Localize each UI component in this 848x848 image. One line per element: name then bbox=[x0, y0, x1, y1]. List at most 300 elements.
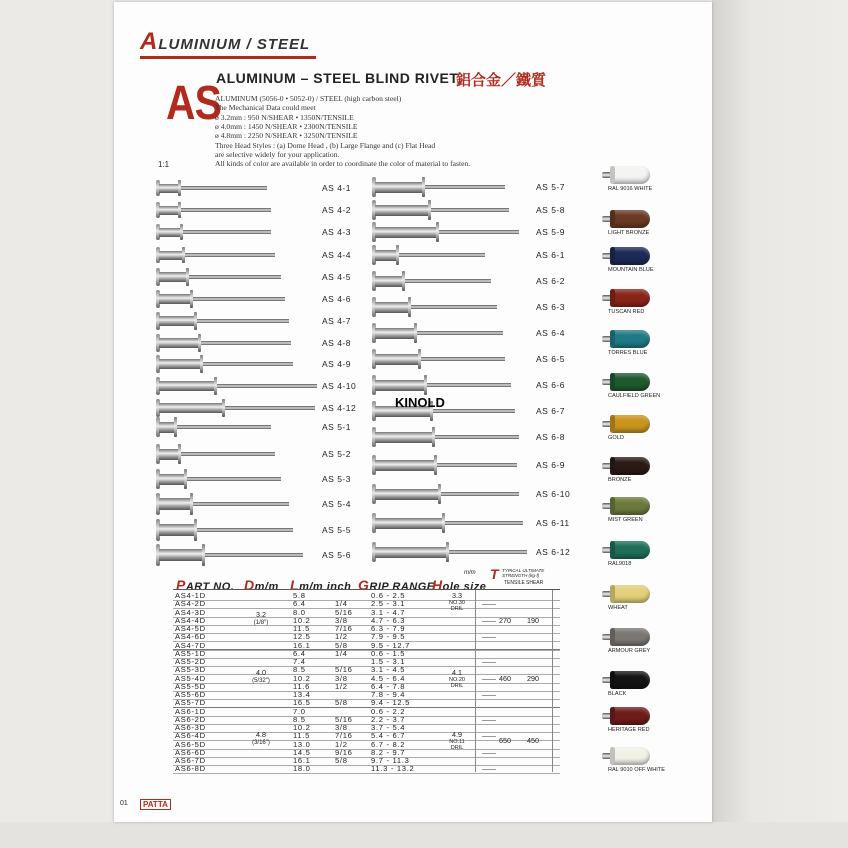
rivet-mandrel bbox=[433, 409, 515, 413]
table-row bbox=[173, 600, 560, 608]
hole-dash bbox=[482, 769, 496, 770]
grip-range: 9.7 - 11.3 bbox=[371, 756, 410, 765]
rivet-mandrel bbox=[399, 253, 485, 257]
swatch-cap bbox=[610, 166, 650, 184]
spec-line: Three Head Styles : (a) Dome Head , (b) Large Flange and (c) Flat Head bbox=[215, 140, 436, 150]
color-swatch bbox=[602, 747, 652, 765]
rivet-mandrel bbox=[431, 208, 509, 212]
rivet-label: AS 5-2 bbox=[322, 449, 351, 459]
header-length: Lm/m inch bbox=[290, 577, 352, 593]
table-divider bbox=[475, 590, 476, 772]
grip-range: 9.5 - 12.7 bbox=[371, 640, 411, 650]
background-bottom bbox=[0, 822, 848, 848]
diameter-mm: 4.0 bbox=[256, 667, 266, 677]
part-no: AS4-6D bbox=[175, 632, 206, 642]
grip-range: 3.1 - 4.5 bbox=[371, 665, 406, 675]
rivet-label: AS 6-8 bbox=[536, 432, 565, 442]
length-inch: 7/16 bbox=[335, 731, 353, 741]
rivet-mandrel bbox=[181, 186, 267, 190]
spec-line: ø 4.8mm : 2250 N/SHEAR • 3250N/TENSILE bbox=[215, 131, 358, 141]
rivet-body bbox=[159, 338, 201, 348]
group-shear: 290 bbox=[527, 673, 539, 683]
color-swatch bbox=[602, 289, 652, 307]
drill-size: NO.11 DRIL bbox=[449, 738, 465, 751]
table-row bbox=[173, 757, 560, 765]
rivet-body bbox=[159, 498, 193, 510]
drill-size: NO.20 DRIL bbox=[449, 676, 465, 689]
swatch-cap bbox=[610, 457, 650, 475]
rivet-label: AS 6-6 bbox=[536, 380, 565, 390]
row-rule bbox=[173, 773, 560, 774]
rivet-left-0 bbox=[156, 180, 264, 196]
color-label: ARMOUR GREY bbox=[608, 648, 651, 654]
length-mm: 6.4 bbox=[293, 648, 306, 658]
rivet-label: AS 6-1 bbox=[536, 250, 565, 260]
hole-dash bbox=[482, 736, 496, 737]
rivet-label: AS 5-1 bbox=[322, 422, 351, 432]
rivet-left-3 bbox=[156, 247, 272, 263]
table-row bbox=[173, 716, 560, 724]
rivet-body bbox=[159, 359, 203, 369]
length-mm: 5.8 bbox=[293, 591, 306, 600]
grip-range: 0.6 - 1.5 bbox=[371, 648, 406, 658]
rivet-body bbox=[375, 432, 435, 443]
rivet-body bbox=[159, 524, 197, 536]
swatch-cap bbox=[610, 373, 650, 391]
table-row bbox=[173, 633, 560, 641]
color-label: RAL9018 bbox=[608, 561, 632, 567]
header-strength-initial: T bbox=[490, 566, 499, 582]
diameter-mm: 4.8 bbox=[256, 729, 266, 739]
rivet-mandrel bbox=[437, 463, 517, 467]
rivet-label: AS 6-7 bbox=[536, 406, 565, 416]
rivet-label: AS 5-5 bbox=[322, 525, 351, 535]
length-inch: 5/16 bbox=[335, 607, 353, 617]
hole-dash bbox=[482, 720, 496, 721]
length-mm: 16.5 bbox=[293, 698, 311, 708]
rivet-mandrel bbox=[203, 362, 293, 366]
rivet-body bbox=[375, 547, 449, 558]
rivet-right-12 bbox=[372, 484, 516, 504]
grip-range: 6.4 - 7.8 bbox=[371, 681, 406, 691]
length-mm: 11.5 bbox=[293, 731, 311, 741]
swatch-cap bbox=[610, 330, 650, 348]
grip-range: 1.5 - 3.1 bbox=[371, 657, 406, 666]
table-row bbox=[173, 683, 560, 691]
rivet-mandrel bbox=[197, 319, 289, 323]
swatch-cap bbox=[610, 497, 650, 515]
color-label: RAL 9016 WHITE bbox=[608, 186, 653, 192]
length-mm: 7.0 bbox=[293, 706, 306, 716]
rivet-label: AS 4-8 bbox=[322, 338, 351, 348]
part-no: AS5-7D bbox=[175, 698, 206, 708]
length-inch: 3/8 bbox=[335, 673, 348, 683]
rivet-label: AS 5-9 bbox=[536, 227, 565, 237]
rivet-body bbox=[159, 316, 197, 326]
rivet-label: AS 4-2 bbox=[322, 205, 351, 215]
rivet-body bbox=[159, 272, 189, 282]
swatch-cap bbox=[610, 671, 650, 689]
color-label: MOUNTAIN BLUE bbox=[608, 267, 654, 273]
rivet-body bbox=[375, 489, 441, 500]
swatch-cap bbox=[610, 210, 650, 228]
rivet-mandrel bbox=[217, 384, 317, 388]
rivet-label: AS 5-6 bbox=[322, 550, 351, 560]
header-part-no: PART NO. bbox=[176, 577, 235, 593]
rivet-left-11 bbox=[156, 417, 268, 437]
length-inch: 1/2 bbox=[335, 632, 348, 642]
grip-range: 0.6 - 2.2 bbox=[371, 706, 406, 716]
rivet-left-10 bbox=[156, 399, 312, 417]
length-mm: 8.5 bbox=[293, 665, 306, 675]
swatch-cap bbox=[610, 541, 650, 559]
rivet-mandrel bbox=[425, 185, 505, 189]
color-label: RAL 9010 OFF WHITE bbox=[608, 767, 665, 773]
length-inch: 5/16 bbox=[335, 714, 353, 724]
rivet-right-8 bbox=[372, 375, 508, 395]
rivet-label: AS 4-4 bbox=[322, 250, 351, 260]
color-label: CAULFIELD GREEN bbox=[608, 393, 661, 399]
color-swatch bbox=[602, 585, 652, 603]
rivet-body bbox=[375, 227, 439, 238]
color-swatch bbox=[602, 628, 652, 646]
spec-line: ø 3.2mm : 950 N/SHEAR • 1350N/TENSILE bbox=[215, 112, 354, 122]
length-mm: 13.4 bbox=[293, 690, 311, 699]
length-mm: 16.1 bbox=[293, 640, 311, 650]
rivet-body bbox=[159, 294, 193, 304]
spec-line: ø 4.0mm : 1450 N/SHEAR • 2300N/TENSILE bbox=[215, 121, 358, 131]
length-mm: 10.2 bbox=[293, 615, 311, 625]
color-label: GOLD bbox=[608, 435, 624, 441]
spec-line: The Mechanical Data could meet bbox=[215, 103, 316, 113]
grip-range: 9.4 - 12.5 bbox=[371, 698, 411, 708]
grip-range: 4.7 - 6.3 bbox=[371, 615, 406, 625]
rivet-label: AS 6-2 bbox=[536, 276, 565, 286]
part-no: AS5-5D bbox=[175, 681, 206, 691]
rivet-body bbox=[375, 276, 405, 287]
rivet-body bbox=[375, 518, 445, 529]
hole-dash bbox=[482, 637, 496, 638]
table-row bbox=[173, 691, 560, 699]
part-no: AS6-6D bbox=[175, 747, 206, 757]
rivet-mandrel bbox=[405, 279, 491, 283]
rivet-label: AS 4-10 bbox=[322, 381, 357, 391]
rivet-label: AS 6-4 bbox=[536, 328, 565, 338]
rivet-right-0 bbox=[372, 177, 502, 197]
diameter-inch: (1/8") bbox=[253, 619, 269, 626]
rivet-mandrel bbox=[197, 528, 293, 532]
part-no: AS5-6D bbox=[175, 690, 206, 699]
page-number: 01 bbox=[120, 800, 128, 807]
color-label: TUSCAN RED bbox=[608, 309, 645, 315]
part-no: AS4-1D bbox=[175, 591, 206, 600]
part-no: AS5-1D bbox=[175, 648, 206, 658]
part-no: AS5-4D bbox=[175, 673, 206, 683]
diameter-mm: 3.2 bbox=[256, 609, 266, 619]
swatch-cap bbox=[610, 747, 650, 765]
table-row bbox=[173, 765, 560, 773]
brand-logo: PATTA bbox=[140, 799, 171, 810]
rivet-left-15 bbox=[156, 519, 290, 541]
hole-dash bbox=[482, 695, 496, 696]
group-hole bbox=[440, 669, 474, 689]
part-no: AS6-7D bbox=[175, 756, 206, 765]
product-code: AS bbox=[166, 77, 221, 130]
color-swatch bbox=[602, 671, 652, 689]
part-no: AS6-3D bbox=[175, 723, 206, 732]
table-row bbox=[173, 650, 560, 658]
rivet-label: AS 5-3 bbox=[322, 474, 351, 484]
rivet-right-10 bbox=[372, 427, 516, 447]
rivet-mandrel bbox=[187, 477, 281, 481]
hole-dash bbox=[482, 604, 496, 605]
table-row bbox=[173, 749, 560, 757]
group-diameter bbox=[248, 669, 274, 685]
length-inch: 5/8 bbox=[335, 698, 348, 708]
watermark: KINOLD bbox=[395, 395, 445, 410]
group-tensile: 460 bbox=[499, 673, 511, 683]
rivet-right-2 bbox=[372, 222, 516, 242]
length-inch: 1/2 bbox=[335, 681, 348, 691]
group-tensile: 270 bbox=[499, 615, 511, 625]
rivet-right-11 bbox=[372, 455, 514, 475]
rivet-body bbox=[159, 403, 225, 413]
product-title-cn: 鋁合金／鐵質 bbox=[456, 72, 547, 89]
rivet-left-9 bbox=[156, 377, 314, 395]
color-label: HERITAGE RED bbox=[608, 727, 650, 733]
rivet-mandrel bbox=[435, 435, 519, 439]
color-swatch bbox=[602, 707, 652, 725]
length-mm: 13.0 bbox=[293, 739, 311, 749]
length-mm: 14.5 bbox=[293, 747, 311, 757]
group-shear: 450 bbox=[527, 735, 539, 745]
rivet-label: AS 6-9 bbox=[536, 460, 565, 470]
swatch-cap bbox=[610, 289, 650, 307]
rivet-mandrel bbox=[439, 230, 519, 234]
rivet-label: AS 6-3 bbox=[536, 302, 565, 312]
part-no: AS4-2D bbox=[175, 599, 206, 609]
rivet-right-14 bbox=[372, 542, 524, 562]
header-diameter: Dm/m bbox=[244, 577, 279, 593]
table-divider bbox=[552, 590, 553, 772]
rivet-body bbox=[375, 205, 431, 216]
length-mm: 6.4 bbox=[293, 599, 306, 609]
rivet-body bbox=[375, 328, 417, 339]
grip-range: 7.9 - 9.5 bbox=[371, 632, 406, 642]
grip-range: 8.2 - 9.7 bbox=[371, 747, 406, 757]
part-no: AS5-2D bbox=[175, 657, 206, 666]
rivet-label: AS 4-7 bbox=[322, 316, 351, 326]
part-no: AS6-8D bbox=[175, 764, 206, 774]
rivet-mandrel bbox=[185, 253, 275, 257]
part-no: AS4-4D bbox=[175, 615, 206, 625]
swatch-cap bbox=[610, 585, 650, 603]
length-inch: 1/2 bbox=[335, 739, 348, 749]
color-swatch bbox=[602, 330, 652, 348]
grip-range: 2.2 - 3.7 bbox=[371, 714, 406, 724]
rivet-mandrel bbox=[421, 357, 505, 361]
rivet-right-6 bbox=[372, 323, 500, 343]
rivet-mandrel bbox=[225, 406, 315, 410]
length-inch: 5/8 bbox=[335, 756, 348, 765]
part-no: AS6-1D bbox=[175, 706, 206, 716]
rivet-label: AS 4-5 bbox=[322, 272, 351, 282]
part-no: AS6-5D bbox=[175, 739, 206, 749]
rivet-label: AS 6-5 bbox=[536, 354, 565, 364]
hole-dash bbox=[482, 679, 496, 680]
length-inch: 5/16 bbox=[335, 665, 353, 675]
rivet-left-14 bbox=[156, 493, 286, 515]
rivet-right-4 bbox=[372, 271, 488, 291]
length-inch: 3/8 bbox=[335, 615, 348, 625]
rivet-left-1 bbox=[156, 202, 268, 218]
part-no: AS6-2D bbox=[175, 714, 206, 724]
color-swatch bbox=[602, 415, 652, 433]
length-mm: 8.5 bbox=[293, 714, 306, 724]
rivet-left-16 bbox=[156, 544, 300, 566]
rivet-mandrel bbox=[411, 305, 497, 309]
rivet-label: AS 4-1 bbox=[322, 183, 351, 193]
rivet-left-5 bbox=[156, 290, 282, 308]
color-swatch bbox=[602, 497, 652, 515]
rivet-body bbox=[159, 474, 187, 485]
scale-label: 1:1 bbox=[158, 160, 170, 169]
group-hole bbox=[440, 592, 474, 612]
rivet-mandrel bbox=[417, 331, 503, 335]
rivet-right-7 bbox=[372, 349, 502, 369]
table-row bbox=[173, 658, 560, 666]
rivet-label: AS 5-7 bbox=[536, 182, 565, 192]
swatch-cap bbox=[610, 628, 650, 646]
rivet-mandrel bbox=[201, 341, 291, 345]
grip-range: 7.8 - 9.4 bbox=[371, 690, 406, 699]
rivet-mandrel bbox=[183, 230, 271, 234]
color-swatch bbox=[602, 541, 652, 559]
drill-size: NO.30 DRIL bbox=[449, 600, 465, 612]
rivet-right-13 bbox=[372, 513, 520, 533]
group-divider bbox=[173, 649, 560, 650]
rivet-body bbox=[375, 460, 437, 471]
length-inch: 5/8 bbox=[335, 640, 348, 650]
grip-range: 5.4 - 6.7 bbox=[371, 731, 406, 741]
rivet-mandrel bbox=[205, 553, 303, 557]
length-mm: 12.5 bbox=[293, 632, 311, 642]
length-inch: 9/16 bbox=[335, 747, 353, 757]
rivet-label: AS 5-4 bbox=[322, 499, 351, 509]
color-swatch bbox=[602, 373, 652, 391]
rivet-left-7 bbox=[156, 334, 288, 352]
header-hole-unit: m/m bbox=[464, 570, 476, 576]
color-swatch bbox=[602, 166, 652, 184]
rivet-label: AS 5-8 bbox=[536, 205, 565, 215]
color-swatch bbox=[602, 457, 652, 475]
grip-range: 6.7 - 8.2 bbox=[371, 739, 406, 749]
length-mm: 11.5 bbox=[293, 624, 311, 633]
length-mm: 11.6 bbox=[293, 681, 311, 691]
swatch-cap bbox=[610, 247, 650, 265]
rivet-mandrel bbox=[193, 502, 289, 506]
header-hole-size: Hole size bbox=[432, 577, 487, 593]
rivet-mandrel bbox=[427, 383, 511, 387]
length-mm: 10.2 bbox=[293, 723, 311, 732]
header-strength: TYPICAL ULTIMATE STRENGTH (kg-f) bbox=[502, 568, 545, 578]
hole-dash bbox=[482, 621, 496, 622]
grip-range: 6.3 - 7.9 bbox=[371, 624, 406, 633]
table-row bbox=[173, 592, 560, 600]
length-inch: 1/4 bbox=[335, 648, 348, 658]
color-swatch bbox=[602, 247, 652, 265]
table-row bbox=[173, 708, 560, 716]
rivet-mandrel bbox=[441, 492, 519, 496]
rivet-mandrel bbox=[445, 521, 523, 525]
length-inch: 3/8 bbox=[335, 723, 348, 732]
rivet-body bbox=[375, 302, 411, 313]
table-row bbox=[173, 724, 560, 732]
part-no: AS4-5D bbox=[175, 624, 206, 633]
hole-dash bbox=[482, 662, 496, 663]
hole-size: 3.3 bbox=[452, 591, 462, 600]
spec-line: All kinds of color are available in order to coordinate the color of material to fasten. bbox=[215, 159, 471, 169]
rivet-label: AS 6-10 bbox=[536, 489, 571, 499]
hole-dash bbox=[482, 753, 496, 754]
grip-range: 3.7 - 5.4 bbox=[371, 723, 406, 732]
rivet-right-3 bbox=[372, 245, 482, 265]
table-top-rule bbox=[173, 589, 560, 590]
color-label: LIGHT BRONZE bbox=[608, 230, 650, 236]
product-title: ALUMINUM – STEEL BLIND RIVET bbox=[216, 70, 459, 86]
rivet-label: AS 4-9 bbox=[322, 359, 351, 369]
length-mm: 18.0 bbox=[293, 764, 311, 774]
hole-size: 4.1 bbox=[452, 667, 462, 677]
rivet-body bbox=[159, 549, 205, 561]
grip-range: 4.5 - 6.4 bbox=[371, 673, 406, 683]
color-label: WHEAT bbox=[608, 605, 628, 611]
diameter-inch: (5/32") bbox=[252, 677, 270, 684]
rivet-right-5 bbox=[372, 297, 494, 317]
spec-line: ALUMINUM (5056-0 • 5052-0) / STEEL (high carbon steel) bbox=[215, 94, 402, 103]
section-header: ALUMINIUM / STEEL bbox=[140, 28, 311, 55]
rivet-body bbox=[375, 182, 425, 193]
color-label: BLACK bbox=[608, 691, 627, 697]
group-hole bbox=[440, 731, 474, 751]
color-swatch bbox=[602, 210, 652, 228]
header-grip-range: GRIP RANGE bbox=[358, 577, 435, 593]
spec-line: are selective widely for your application. bbox=[215, 149, 340, 159]
length-mm: 7.4 bbox=[293, 657, 306, 666]
grip-range: 2.5 - 3.1 bbox=[371, 599, 406, 609]
rivet-mandrel bbox=[177, 425, 271, 429]
rivet-mandrel bbox=[193, 297, 285, 301]
diameter-inch: (3/16") bbox=[252, 739, 270, 746]
header-tensile: TENSILE bbox=[504, 580, 525, 586]
grip-range: 0.6 - 2.5 bbox=[371, 591, 406, 600]
part-no: AS4-3D bbox=[175, 607, 206, 617]
grip-range: 11.3 - 13.2 bbox=[371, 764, 415, 774]
table-row bbox=[173, 625, 560, 633]
rivet-label: AS 4-3 bbox=[322, 227, 351, 237]
rivet-left-12 bbox=[156, 444, 272, 464]
rivet-label: AS 4-12 bbox=[322, 403, 357, 413]
rivet-mandrel bbox=[181, 208, 271, 212]
part-no: AS5-3D bbox=[175, 665, 206, 675]
rivet-right-1 bbox=[372, 200, 506, 220]
rivet-left-13 bbox=[156, 469, 278, 489]
rivet-left-2 bbox=[156, 224, 268, 240]
rivet-mandrel bbox=[189, 275, 281, 279]
header-shear: SHEAR bbox=[526, 580, 544, 586]
grip-range: 3.1 - 4.7 bbox=[371, 607, 406, 617]
rivet-mandrel bbox=[449, 550, 527, 554]
